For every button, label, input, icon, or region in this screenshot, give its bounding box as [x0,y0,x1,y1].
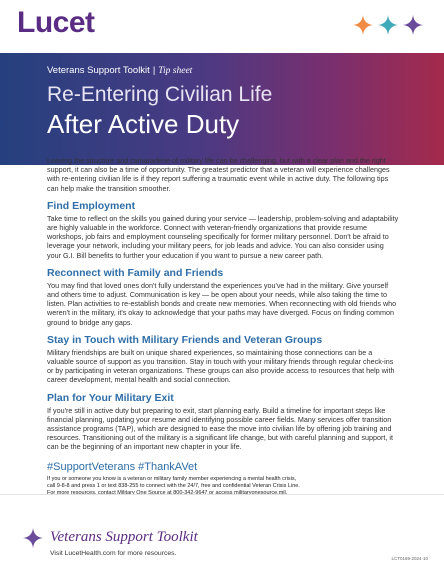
section-heading-employment: Find Employment [47,199,136,212]
section-body-family: You may find that loved ones don't fully understand the experiences you've had in the military. Give yourself and others time to adjust. Communication is key — be open about your needs, while also taking the time to listen. Plan activities to re-establish bonds and create new memories. When reconnecting with old friends who weren't in the military, it's okay to acknowledge that your paths may have diverged. Focus on finding common ground to bridge any gaps. [47,280,397,327]
crisis-line-2: call 9-8-8 and press 1 or text 838-255 to connect with the 24/7, free and confidential Veteran Crisis Line. [47,482,300,489]
orange-diamond-icon [353,15,373,35]
section-heading-military-exit: Plan for Your Military Exit [47,391,174,404]
teal-diamond-icon [378,15,398,35]
footer-toolkit-title: Veterans Support Toolkit [50,529,198,545]
article-body [47,156,399,497]
banner-kicker [47,65,192,76]
page-title-line1: Re-Entering Civilian Life [47,83,273,106]
hashtags: #SupportVeterans #ThankAVet [47,460,198,473]
doc-type: Tip sheet [158,66,193,76]
intro-paragraph: Leaving the structure and camaraderie of military life can be challenging, but with a clear plan and the right support, it can also be a time of opportunity. The greatest predictor that a veteran will experience challenges with re-entering civilian life is if they report suffering a traumatic event while in active duty. The following tips can help make the transition smoother. [47,156,390,193]
crisis-line-1: If you or someone you know is a veteran or military family member experiencing a mental health crisis, [47,475,297,482]
section-heading-military-friends: Stay in Touch with Military Friends and Veteran Groups [47,333,323,346]
brand-diamonds-icon [352,14,424,36]
page-title-line2: After Active Duty [47,109,240,139]
lucet-logo: Lucet [17,6,95,39]
footer-divider [0,494,444,495]
footer-visit-text: Visit LucetHealth.com for more resources. [50,550,177,557]
section-heading-family: Reconnect with Family and Friends [47,266,224,279]
section-body-employment: Take time to reflect on the skills you gained during your service — leadership, problem-solving and adaptability are highly valuable in the workforce. Connect with veteran-friendly organizations that provide resume workshops, job fairs and employment counseling specifically for former military personnel. Don't be afraid to leverage your network, including your military peers, for job leads and advice. You can also consider using your G.I. Bill benefits to further your education if you want to pursue a new career path. [47,213,399,260]
section-body-military-exit: If you're still in active duty but preparing to exit, start planning early. Build a timeline for important steps like financial planning, updating your resume and identifying possible career fields. Many services offer transition assistance programs (TAP), which are designed to ease the move into civilian life by offering job training and resources. Transitioning out of the military is a significant life change, but with careful planning and support, it can be the beginning of an important new chapter in your life. [47,405,393,452]
crisis-line-3: For more resources, contact Military One Source at 800-342-9647 or access militaryonesource.mil. [47,489,288,496]
header-banner [0,53,444,165]
kicker-separator: | [152,65,156,76]
footer-diamond-icon [22,527,44,549]
document-code: LCT0169-2024-10 [391,556,428,561]
section-body-military-friends: Military friendships are built on unique shared experiences, so maintaining those connections can be a valuable source of support as you transition. Stay in touch with your military friends through regular check-ins or by participating in veteran organizations. These groups can also provide access to resources that help with career development, mental health and social connection. [47,347,395,385]
purple-diamond-icon [403,15,423,35]
program-name: Veterans Support Toolkit [47,65,150,76]
